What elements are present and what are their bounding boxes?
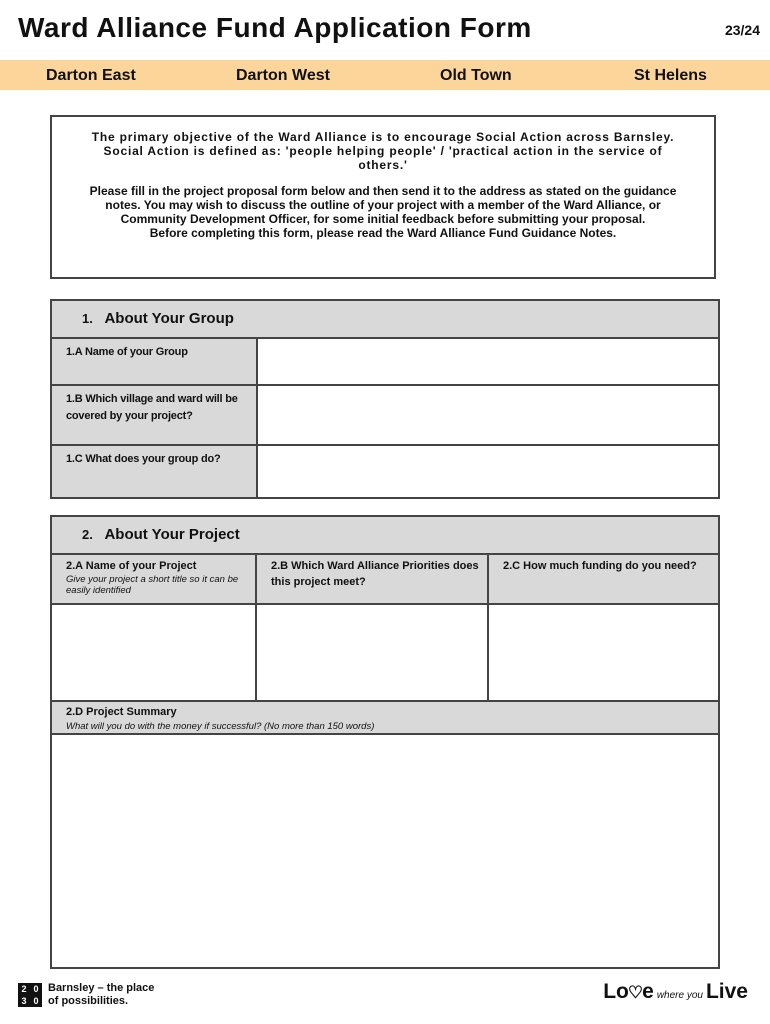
intro-definition: Social Action is defined as: 'people helping people' / 'practical action in the service of others.' <box>103 144 663 172</box>
label-village-ward: 1.B Which village and ward will be covered by your project? <box>52 386 258 444</box>
form-title: Ward Alliance Fund Application Form <box>18 12 532 43</box>
love-where-you-live-logo <box>603 980 748 1004</box>
logo-digit: 3 <box>18 995 30 1007</box>
intro-guidance: Before completing this form, please read the Ward Alliance Fund Guidance Notes. <box>149 226 617 240</box>
brand-live: Live <box>705 980 748 1003</box>
col-funding <box>489 555 718 702</box>
intro-objective: The primary objective of the Ward Alliance is to encourage Social Action across Barnsley. <box>91 130 675 144</box>
label-project-name-text: 2.A Name of your Project <box>66 560 197 572</box>
form-year: 23/24 <box>724 22 760 38</box>
label-project-summary-text: 2.D Project Summary <box>66 706 177 718</box>
intro-instructions: Please fill in the project proposal form below and then send it to the address as stated on the guidance notes. You may wish to discuss the outline of your project with a member of the Ward Alliance, or Community Development Officer, for some initial feedback before submitting your proposal. <box>89 184 677 226</box>
logo-2030 <box>18 983 42 1007</box>
col-priorities <box>257 555 489 702</box>
section-1-header <box>52 301 718 339</box>
label-priorities: 2.B Which Ward Alliance Priorities does this project meet? <box>257 555 487 605</box>
label-funding: 2.C How much funding do you need? <box>489 555 718 605</box>
label-project-name <box>52 555 255 605</box>
logo-digit: 2 <box>18 983 30 995</box>
logo-digit: 0 <box>30 983 42 995</box>
input-village-ward[interactable] <box>258 386 718 444</box>
tagline-line-1: Barnsley – the place <box>48 982 155 994</box>
row-group-name <box>52 339 718 386</box>
input-priorities[interactable] <box>257 605 487 702</box>
label-project-name-hint: Give your project a short title so it can be easily identified <box>66 574 239 596</box>
ward-st-helens: St Helens <box>634 67 707 84</box>
heart-icon: ♡ <box>627 983 644 1002</box>
section-1-title: About Your Group <box>104 310 234 327</box>
intro-box <box>50 115 716 279</box>
section-2-title: About Your Project <box>104 526 240 543</box>
tagline-line-2: of possibilities. <box>48 995 129 1007</box>
section-2-number: 2. <box>82 527 93 542</box>
label-group-activity: 1.C What does your group do? <box>52 446 258 497</box>
input-group-activity[interactable] <box>258 446 718 497</box>
label-project-summary <box>52 702 718 735</box>
row-group-activity <box>52 446 718 497</box>
input-project-name[interactable] <box>52 605 255 702</box>
input-group-name[interactable] <box>258 339 718 384</box>
brand-where: where you <box>656 990 703 1001</box>
input-project-summary[interactable] <box>52 735 718 967</box>
footer-barnsley <box>18 982 154 1008</box>
project-grid <box>52 555 718 702</box>
section-2-header <box>52 517 718 555</box>
ward-bar <box>0 60 770 90</box>
input-funding[interactable] <box>489 605 718 702</box>
logo-digit: 0 <box>30 995 42 1007</box>
brand-lo: Lo <box>603 980 629 1003</box>
row-village-ward <box>52 386 718 446</box>
brand-e: e <box>642 980 654 1003</box>
section-about-group <box>50 299 720 499</box>
label-group-name: 1.A Name of your Group <box>52 339 258 384</box>
ward-darton-west: Darton West <box>236 67 330 84</box>
col-project-name <box>52 555 257 702</box>
footer-tagline <box>48 982 154 1008</box>
section-about-project <box>50 515 720 969</box>
label-project-summary-hint: What will you do with the money if successful? (No more than 150 words) <box>66 721 375 732</box>
ward-old-town: Old Town <box>440 67 512 84</box>
ward-darton-east: Darton East <box>46 67 136 84</box>
section-1-number: 1. <box>82 311 93 326</box>
